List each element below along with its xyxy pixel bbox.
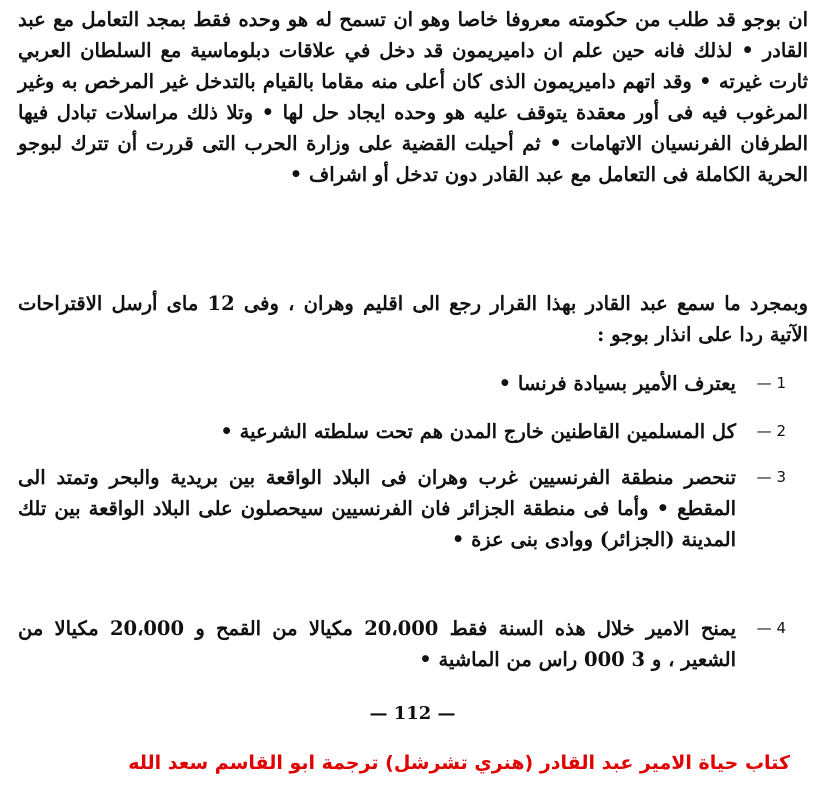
list-item-text: كل المسلمين القاطنين خارج المدن هم تحت سلطته الشرعية • bbox=[220, 420, 736, 443]
page-number: — 112 — bbox=[369, 703, 456, 724]
paragraph-bugeaud-jealousy: ان بوجو قد طلب من حكومته معروفا خاصا وهو ان تسمح له هو وحده فقط بمجد التعامل مع عبد القادر • لذلك فانه حين علم ان داميريمون قد دخل في علاقات دبلوماسية مع السلطان العربي ثارت غيرته • وقد اتهم داميريمون الذى كان أعلى منه مقاما بالقيام بالتدخل غير المرخص به وغير المرغوب فيه فى أور معقدة يتوقف عليه هو وحده ايجاد حل لها • وتلا ذلك مراسلات تبادل فيها الطرفان الفرنسيان الاتهامات • ثم أحيلت القضية على وزارة الحرب التى قررت أن تترك لبوجو الحرية الكاملة فى التعامل مع عبد القادر دون تدخل أو اشراف • bbox=[18, 8, 808, 186]
list-item-number: 2 — bbox=[756, 422, 786, 440]
list-item-text: يعترف الأمير بسيادة فرنسا • bbox=[498, 372, 736, 395]
paragraph-abdelkader-proposals: وبمجرد ما سمع عبد القادر بهذا القرار رجع الى اقليم وهران ، وفى 12 ماى أرسل الاقتراحات الآتية ردا على انذار بوجو : bbox=[18, 292, 809, 346]
list-item-number: 4 — bbox=[756, 619, 786, 637]
source-caption: كتاب حياة الامير عبد القادر (هنري تشرشل) ترجمة ابو القاسم سعد الله bbox=[128, 752, 790, 774]
list-item-text: تنحصر منطقة الفرنسيين غرب وهران فى البلاد الواقعة بين بريدية والبحر وتمتد الى المقطع • وأما فى منطقة الجزائر فان الفرنسيين سيحصلون على البلاد الواقعة بين تلك المدينة (الجزائر) ووادى بنى عزة • bbox=[18, 466, 736, 551]
list-item bbox=[18, 462, 808, 555]
list-item bbox=[18, 416, 808, 447]
list-item-number: 3 — bbox=[756, 468, 786, 486]
list-item bbox=[18, 368, 808, 399]
list-item-number: 1 — bbox=[756, 374, 786, 392]
list-item-text: يمنح الامير خلال هذه السنة فقط 20،000 مكيالا من القمح و 20،000 مكيالا من الشعير ، و 3 000 راس من الماشية • bbox=[18, 617, 736, 671]
list-item bbox=[18, 613, 808, 675]
